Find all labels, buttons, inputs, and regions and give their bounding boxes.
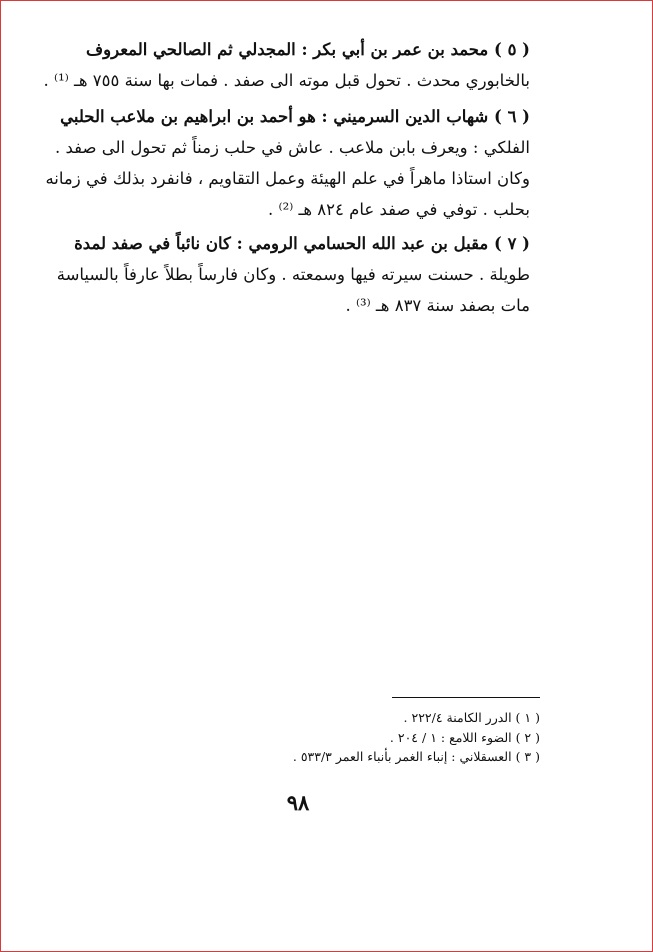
page-number: ٩٨	[286, 790, 310, 815]
footnote-1: ( ١ ) الدرر الكامنة ٢٢٢/٤ .	[403, 710, 540, 725]
footnote-3: ( ٣ ) العسقلاني : إنباء الغمر بأنباء العمر ٥٣٣/٣ .	[292, 749, 540, 764]
biography-entry-7	[56, 228, 530, 321]
biography-entry-5	[43, 34, 530, 96]
entry-heading: ( ٦ ) شهاب الدين السرميني : هو أحمد بن ابراهيم بن ملاعب الحلبي	[60, 107, 530, 126]
footnote-separator	[392, 697, 540, 698]
entry-heading: ( ٧ ) مقبل بن عبد الله الحسامي الرومي : كان نائباً في صفد لمدة	[74, 234, 530, 253]
entry-text-line: الفلكي : ويعرف بابن ملاعب . عاش في حلب زمناً ثم تحول الى صفد .	[54, 138, 530, 157]
entry-text-line: بالخابوري محدث . تحول قبل موته الى صفد . فمات بها سنة ٧٥٥ هـ ⁽¹⁾ .	[43, 71, 530, 90]
entry-heading: ( ٥ ) محمد بن عمر بن أبي بكر : المجدلي ثم الصالحي المعروف	[86, 40, 530, 59]
footnotes	[210, 708, 540, 767]
entry-text-line: مات بصفد سنة ٨٣٧ هـ ⁽³⁾ .	[345, 296, 530, 315]
biography-entry-6	[45, 101, 530, 225]
entry-text-line: طويلة . حسنت سيرته فيها وسمعته . وكان فارساً بطلاً عارفاً بالسياسة	[56, 265, 530, 284]
footnote-2: ( ٢ ) الضوء اللامع : ١ / ٢٠٤ .	[389, 729, 540, 745]
entry-text-line: بحلب . توفي في صفد عام ٨٢٤ هـ ⁽²⁾ .	[268, 200, 530, 219]
entry-text-line: وكان استاذا ماهراً في علم الهيئة وعمل التقاويم ، فانفرد بذلك في زمانه	[45, 169, 530, 188]
